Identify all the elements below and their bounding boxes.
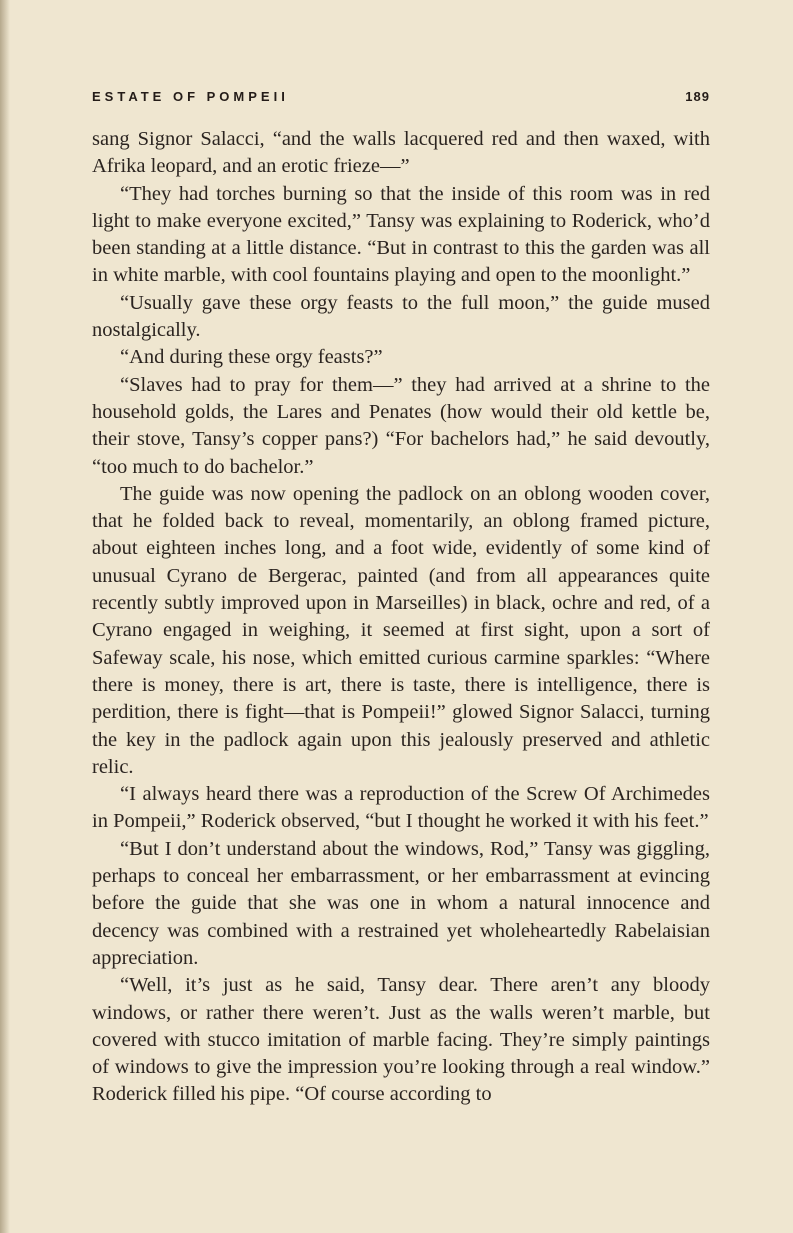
paragraph: “Well, it’s just as he said, Tansy dear. There aren’t any bloody windows, or rather there weren’t. Just as the walls weren’t marble, but covered with stucco imitation of marble facing. They’re simply paintings of windows to give the impression you’re looking through a real window.” Roderick filled his pipe. “Of course according to [92,974,710,1106]
paragraph: “I always heard there was a reproduction of the Screw Of Archimedes in Pompeii,” Roderick observed, “but I thought he worked it with his feet.” [92,783,710,833]
paragraph: “And during these orgy feasts?” [120,346,383,369]
body-text [92,126,710,1109]
paragraph: sang Signor Salacci, “and the walls lacquered red and then waxed, with Afrika leopard, and an erotic frieze—” [92,128,710,178]
paragraph: “But I don’t understand about the windows, Rod,” Tansy was giggling, perhaps to conceal her embarrassment, or her embarrassment at evincing before the guide that she was one in whom a natural innocence and decency was combined with a restrained yet wholeheartedly Rabelaisian appreciation. [92,837,710,969]
page-edge-shadow [0,0,10,1233]
running-head: ESTATE OF POMPEII [92,89,289,104]
page-header [92,89,710,109]
paragraph: “They had torches burning so that the inside of this room was in red light to make everyone excited,” Tansy was explaining to Roderick, who’d been standing at a little distance. “But in contrast to this the garden was all in white marble, with cool fountains playing and open to the moonlight.” [92,182,710,287]
paragraph: “Slaves had to pray for them—” they had arrived at a shrine to the household golds, the Lares and Penates (how would their old kettle be, their stove, Tansy’s copper pans?) “For bachelors had,” he said devoutly, “too much to do bachelor.” [92,373,710,478]
paragraph: The guide was now opening the padlock on an oblong wooden cover, that he folded back to reveal, momentarily, an oblong framed picture, about eighteen inches long, and a foot wide, evidently of some kind of unusual Cyrano de Bergerac, painted (and from all appearances quite recently subtly improved upon in Marseilles) in black, ochre and red, of a Cyrano engaged in weighing, it seemed at first sight, upon a sort of Safeway scale, his nose, which emitted curious carmine sparkles: “Where there is money, there is art, there is taste, there is intelligence, there is perdition, there is fight—that is Pompeii!” glowed Signor Salacci, turning the key in the padlock again upon this jealously preserved and athletic relic. [92,482,710,778]
page-number: 189 [685,89,710,104]
paragraph: “Usually gave these orgy feasts to the full moon,” the guide mused nostalgically. [92,291,710,342]
